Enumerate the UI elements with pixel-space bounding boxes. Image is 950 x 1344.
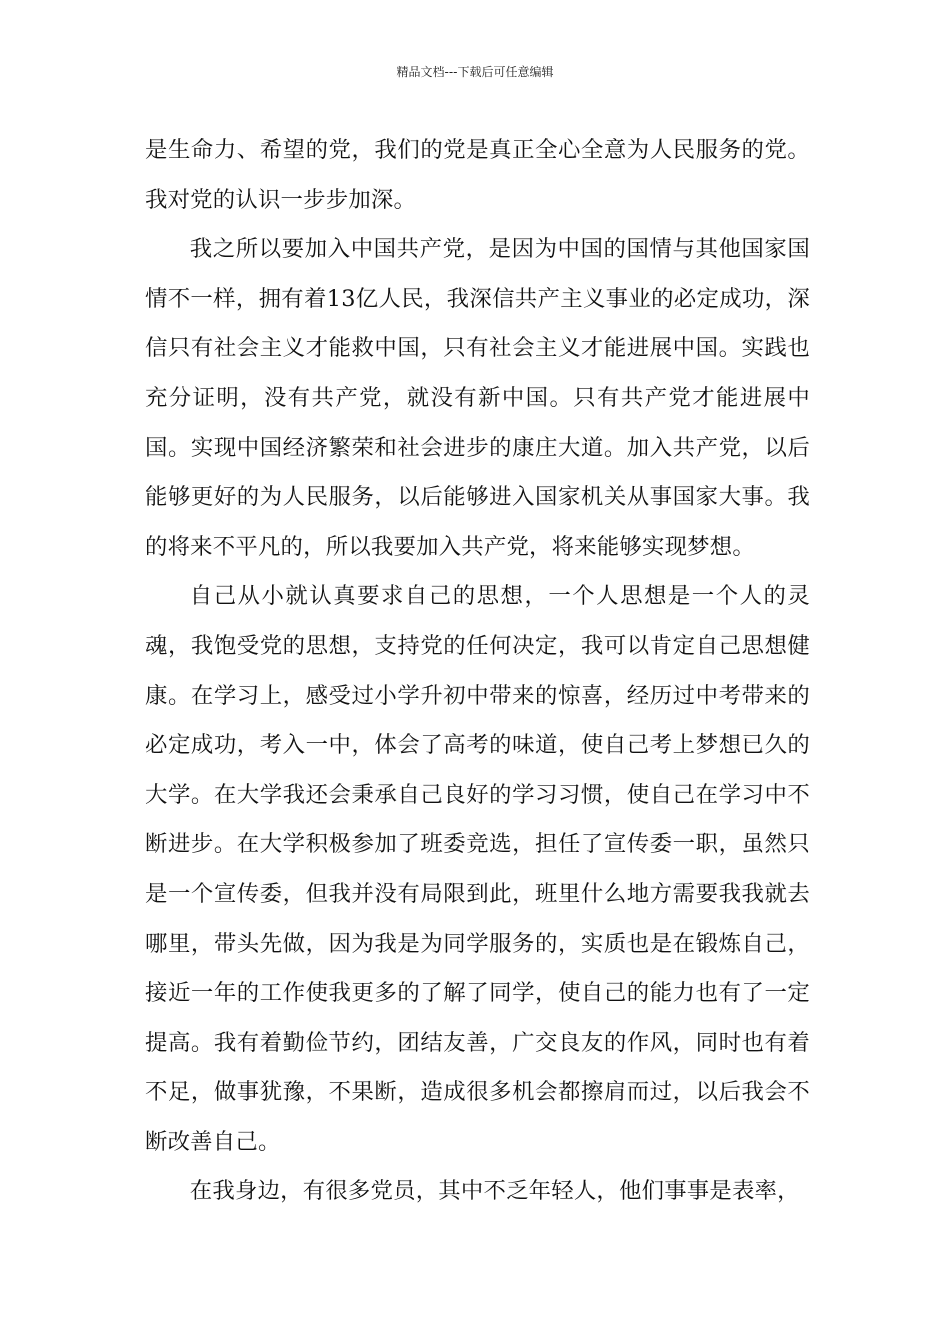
paragraph-3: 自己从小就认真要求自己的思想，一个人思想是一个人的灵魂，我饱受党的思想，支持党的任何决定，我可以肯定自己思想健康。在学习上，感受过小学升初中带来的惊喜，经历过中考带来的必定成功，考入一中，体会了高考的味道，使自己考上梦想已久的大学。在大学我还会秉承自己良好的学习习惯，使自己在学习中不断进步。在大学积极参加了班委竞选，担任了宣传委一职，虽然只是一个宣传委，但我并没有局限到此，班里什么地方需要我我就去哪里，带头先做，因为我是为同学服务的，实质也是在锻炼自己，接近一年的工作使我更多的了解了同学，使自己的能力也有了一定提高。我有着勤俭节约，团结友善，广交良友的作风，同时也有着不足，做事犹豫，不果断，造成很多机会都擦肩而过，以后我会不断改善自己。 [145,583,810,1155]
paragraph-2: 我之所以要加入中国共产党，是因为中国的国情与其他国家国情不一样，拥有着13亿人民，我深信共产主义事业的必定成功，深信只有社会主义才能救中国，只有社会主义才能进展中国。实践也充分证明，没有共产党，就没有新中国。只有共产党才能进展中国。实现中国经济繁荣和社会进步的康庄大道。加入共产党，以后能够更好的为人民服务，以后能够进入国家机关从事国家大事。我的将来不平凡的，所以我要加入共产党，将来能够实现梦想。 [145,236,810,560]
paragraph-4: 在我身边，有很多党员，其中不乏年轻人，他们事事是表率， [189,1178,800,1205]
page-header: 精品文档---下载后可任意编辑 [396,65,554,79]
paragraph-1: 是生命力、希望的党，我们的党是真正全心全意为人民服务的党。我对党的认识一步步加深。 [145,137,810,213]
document-body [145,126,810,1217]
